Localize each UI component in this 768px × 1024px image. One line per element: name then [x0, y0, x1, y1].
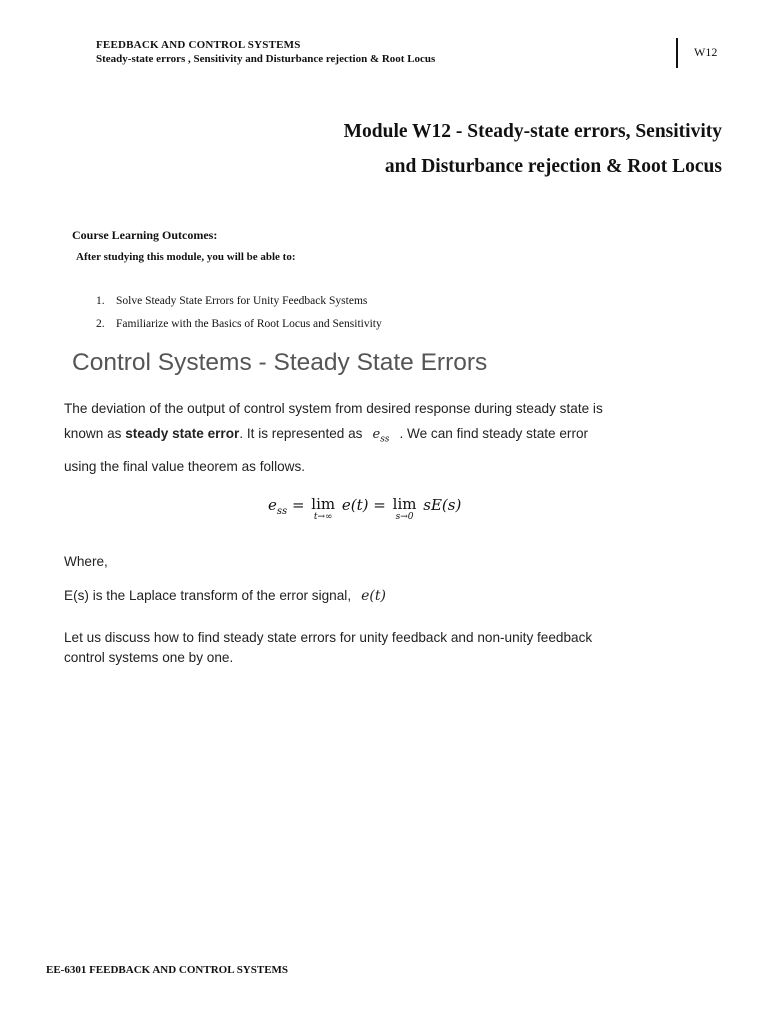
formula-term-2: sE(s): [423, 496, 462, 514]
formula-limit-2: lim s→0: [392, 495, 417, 522]
module-title-line1: Module W12 - Steady-state errors, Sensitivity: [343, 121, 722, 142]
paragraph-1-line-3: using the final value theorem as follows.: [64, 459, 306, 474]
paragraph-1-line-1: The deviation of the output of control system from desired response during steady state is: [64, 401, 603, 416]
list-item: [96, 295, 382, 318]
text-run: . It is represented as: [239, 426, 363, 441]
formula-equals: =: [291, 496, 305, 514]
outcomes-list: [96, 295, 382, 341]
list-item: [96, 318, 382, 341]
et-symbol: e(t): [361, 588, 386, 604]
list-item-number: 1.: [96, 295, 105, 307]
header-divider: [676, 38, 678, 68]
paragraph-1-line-2: [64, 426, 588, 445]
formula-term-1: e(t): [341, 496, 369, 514]
list-item-text: Familiarize with the Basics of Root Locus and Sensitivity: [116, 318, 382, 330]
header-course: FEEDBACK AND CONTROL SYSTEMS: [96, 39, 301, 51]
paragraph-2: [64, 588, 386, 604]
outcomes-intro: After studying this module, you will be able to:: [76, 251, 296, 263]
header-subtitle: Steady-state errors , Sensitivity and Disturbance rejection & Root Locus: [96, 53, 436, 65]
module-title-line2: and Disturbance rejection & Root Locus: [384, 156, 722, 177]
where-label: Where,: [64, 554, 108, 569]
list-item-number: 2.: [96, 318, 105, 330]
section-title: Control Systems - Steady State Errors: [72, 349, 488, 376]
text-run: E(s) is the Laplace transform of the error signal,: [64, 588, 352, 603]
text-run: known as: [64, 426, 126, 441]
paragraph-3-line-1: Let us discuss how to find steady state errors for unity feedback and non-unity feedback: [64, 630, 593, 645]
final-value-formula: [268, 496, 461, 522]
paragraph-3-line-2: control systems one by one.: [64, 650, 234, 665]
text-run: . We can find steady state error: [399, 426, 589, 441]
week-badge: W12: [694, 45, 718, 59]
list-item-text: Solve Steady State Errors for Unity Feedback Systems: [116, 295, 368, 307]
outcomes-heading: Course Learning Outcomes:: [72, 228, 218, 242]
formula-equals: =: [373, 496, 386, 514]
formula-limit-1: lim t→∞: [311, 495, 336, 522]
formula-lhs: e: [268, 496, 277, 514]
ess-symbol: $e_{ss}$: [372, 427, 390, 445]
bold-term: steady state error: [125, 426, 240, 441]
page-footer: EE-6301 FEEDBACK AND CONTROL SYSTEMS: [46, 964, 289, 976]
formula-lhs-sub: ss: [276, 506, 288, 517]
